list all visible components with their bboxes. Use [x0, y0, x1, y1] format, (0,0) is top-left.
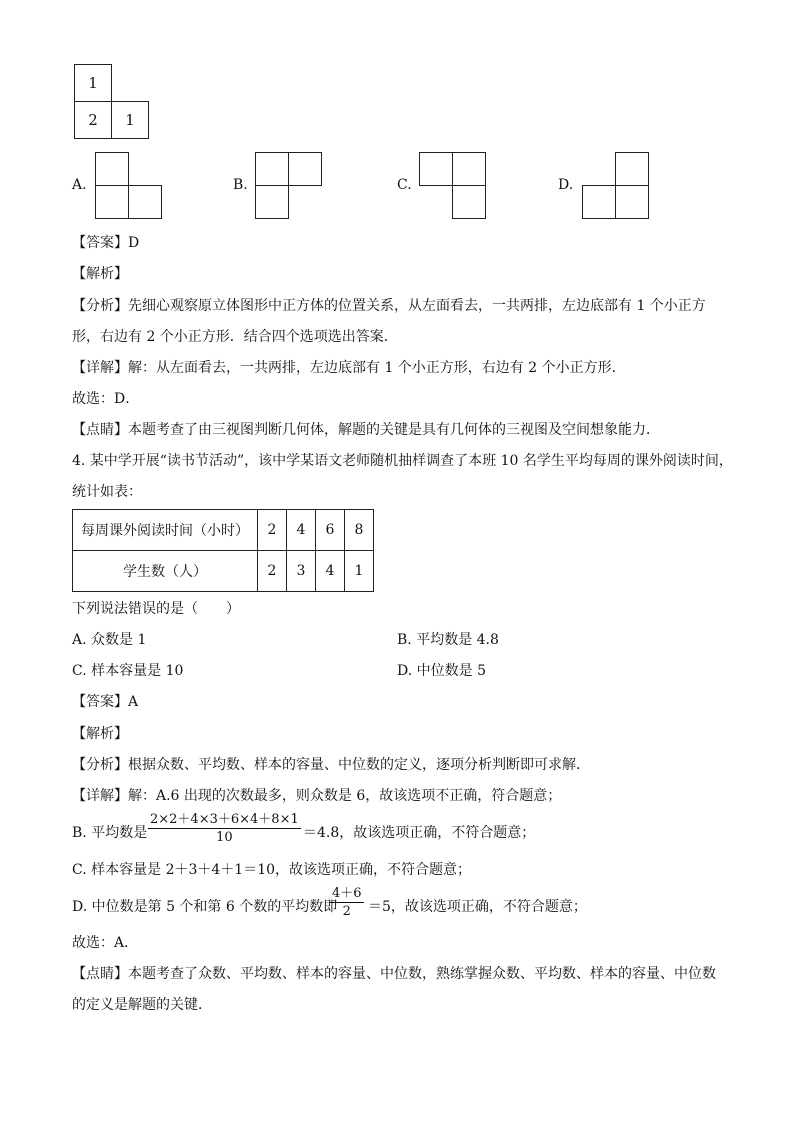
q4-analysis: 【分析】根据众数、平均数、样本的容量、中位数的定义，逐项分析判断即可求解． — [72, 757, 590, 773]
option-c-square — [452, 185, 486, 219]
table-cell: 3 — [287, 551, 316, 592]
top-view-cell-top: 1 — [74, 64, 112, 102]
reading-time-table — [72, 509, 374, 592]
table-row — [73, 551, 374, 592]
table-cell: 6 — [316, 510, 345, 551]
option-d-square — [615, 185, 649, 219]
option-d-square — [582, 185, 616, 219]
table-cell: 4 — [316, 551, 345, 592]
q4-option-a: A. 众数是 1 — [72, 632, 147, 648]
median-fraction-numerator: 4＋6 — [332, 886, 362, 901]
table-row — [73, 510, 374, 551]
q3-detail: 【详解】解：从左面看去，一共两排，左边底部有 1 个小正方形，右边有 2 个小正方形． — [72, 360, 626, 376]
q4-stem-line-1: 4. 某中学开展“读书节活动”，该中学某语文老师随机抽样调查了本班 10 名学生平均每周的课外阅读时间， — [72, 453, 733, 469]
option-a-square — [95, 152, 129, 186]
option-a-square — [128, 185, 162, 219]
q4-option-d: D. 中位数是 5 — [397, 663, 486, 679]
q4-analysis-heading: 【解析】 — [72, 726, 128, 742]
q4-detail-d-prefix: D. 中位数是第 5 个和第 6 个数的平均数即 — [72, 899, 338, 915]
q3-comment: 【点睛】本题考查了由三视图判断几何体，解题的关键是具有几何体的三视图及空间想象能力． — [72, 422, 660, 438]
table-header-cell: 每周课外阅读时间（小时） — [73, 510, 258, 551]
q4-detail-b-prefix: B. 平均数是 — [72, 825, 148, 841]
option-d-square — [615, 152, 649, 186]
q4-answer: 【答案】A — [72, 694, 139, 710]
option-a-square — [95, 185, 129, 219]
option-b-square — [255, 185, 289, 219]
option-b-square — [288, 152, 322, 186]
table-cell: 1 — [345, 551, 374, 592]
q4-detail-c: C. 样本容量是 2＋3＋4＋1＝10，故该选项正确，不符合题意； — [72, 862, 472, 878]
q3-analysis-line-1: 【分析】先细心观察原立体图形中正方体的位置关系，从左面看去，一共两排，左边底部有 1 个小正方 — [72, 298, 706, 314]
table-cell: 8 — [345, 510, 374, 551]
q4-choose: 故选：A． — [72, 935, 139, 951]
q4-option-b: B. 平均数是 4.8 — [397, 632, 499, 648]
q3-choose: 故选：D． — [72, 391, 140, 407]
q4-question: 下列说法错误的是（ ） — [72, 601, 240, 617]
table-cell: 2 — [258, 510, 287, 551]
q3-answer: 【答案】D — [72, 235, 140, 251]
q4-comment-line-1: 【点睛】本题考查了众数、平均数、样本的容量、中位数，熟练掌握众数、平均数、样本的容量、中位数 — [72, 966, 716, 982]
q4-detail-d-suffix: ＝5，故该选项正确，不符合题意； — [368, 899, 587, 915]
top-view-cell-bottom-left: 2 — [74, 101, 112, 139]
option-c-square — [419, 152, 453, 186]
top-view-cell-bottom-right: 1 — [111, 101, 149, 139]
mean-fraction-denominator: 10 — [216, 830, 233, 845]
median-fraction-denominator: 2 — [342, 904, 351, 919]
option-b-label: B. — [233, 177, 248, 193]
mean-fraction — [148, 812, 301, 846]
table-cell: 2 — [258, 551, 287, 592]
q3-analysis-heading: 【解析】 — [72, 266, 128, 282]
q4-detail-b-suffix: ＝4.8，故该选项正确，不符合题意； — [303, 825, 536, 841]
option-c-square — [452, 152, 486, 186]
option-c-label: C. — [397, 177, 412, 193]
q4-comment-line-2: 的定义是解题的关键． — [72, 997, 212, 1013]
table-cell: 4 — [287, 510, 316, 551]
q3-analysis-line-2: 形，右边有 2 个小正方形．结合四个选项选出答案． — [72, 329, 398, 345]
option-a-label: A. — [72, 177, 87, 193]
q4-detail-a: 【详解】解：A.6 出现的次数最多，则众数是 6，故该选项不正确，符合题意； — [72, 788, 562, 804]
option-d-label: D. — [558, 177, 574, 193]
q4-stem-line-2: 统计如表： — [72, 484, 142, 500]
q4-option-c: C. 样本容量是 10 — [72, 663, 184, 679]
median-fraction — [330, 886, 364, 920]
mean-fraction-numerator: 2×2＋4×3＋6×4＋8×1 — [150, 812, 299, 827]
option-b-square — [255, 152, 289, 186]
table-header-cell: 学生数（人） — [73, 551, 258, 592]
